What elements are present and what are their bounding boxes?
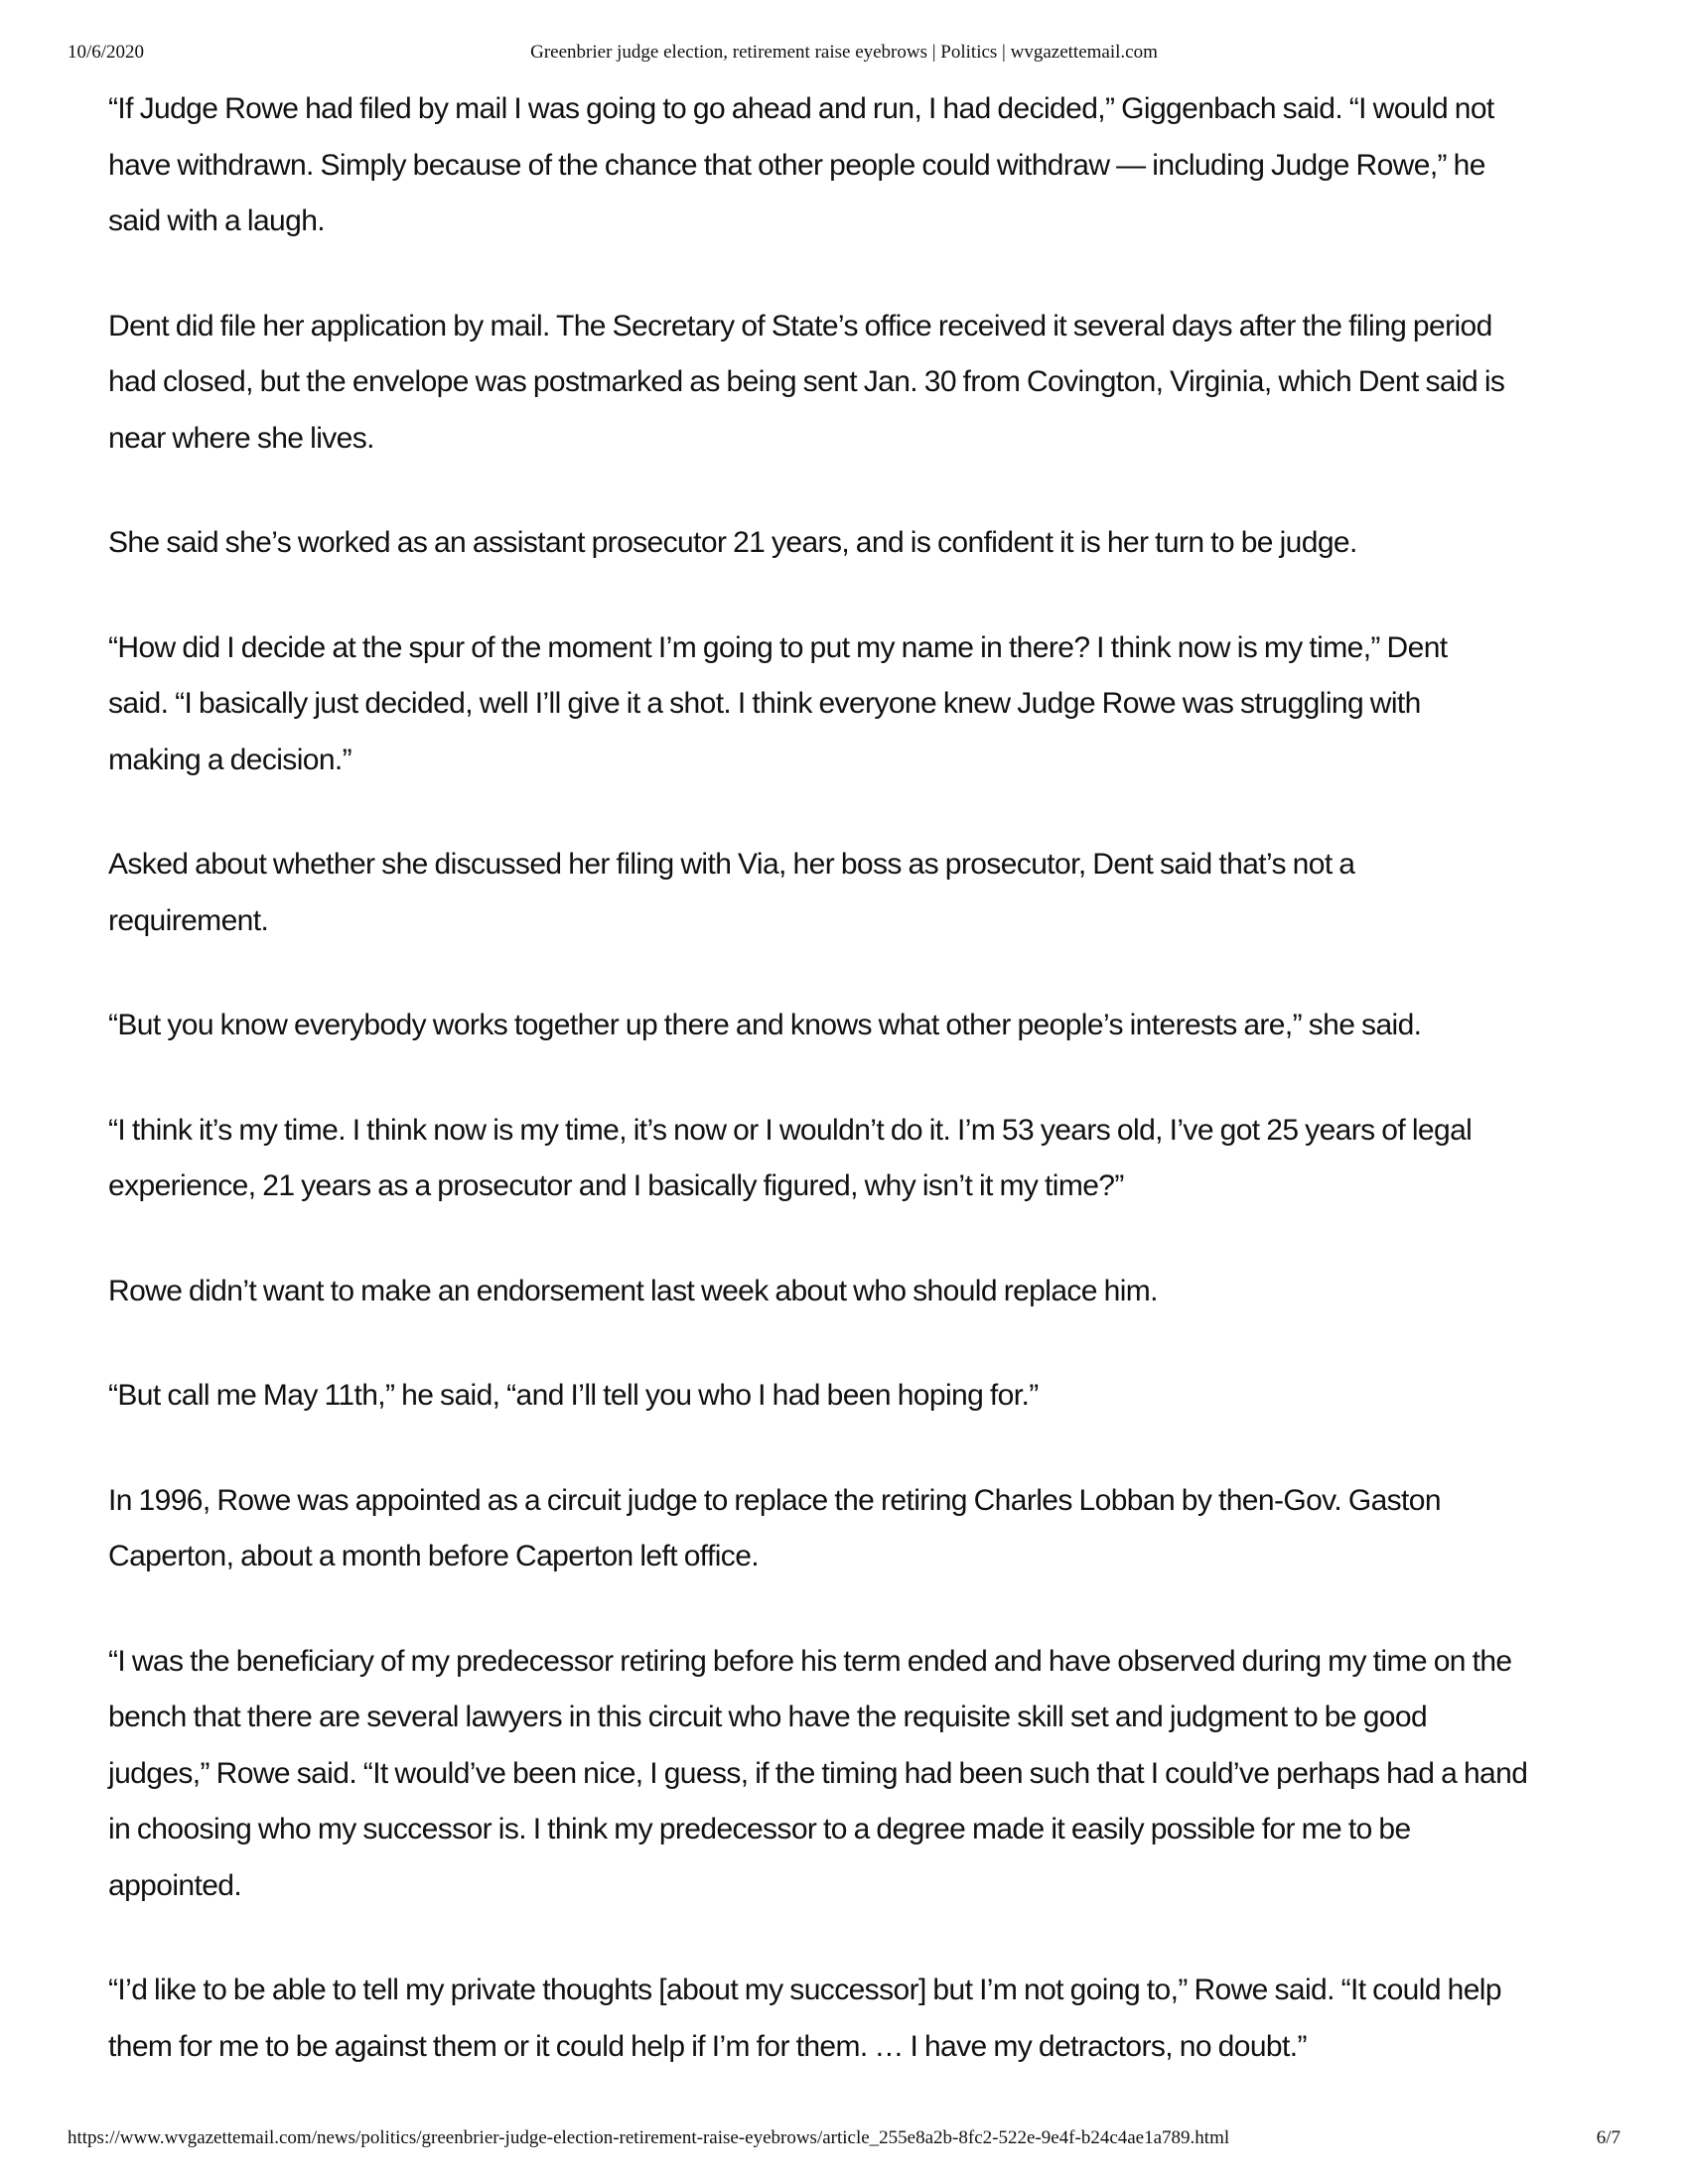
paragraph xyxy=(108,837,1598,949)
text-line: experience, 21 years as a prosecutor and I basically figured, why isn’t it my time?” xyxy=(108,1169,1124,1202)
text-line: said. “I basically just decided, well I’ll give it a shot. I think everyone knew Judge Rowe was struggling with xyxy=(108,687,1421,720)
paragraph xyxy=(108,1103,1598,1215)
text-line: Dent did file her application by mail. The Secretary of State’s office received it several days after the filing period xyxy=(108,309,1492,342)
text-line: have withdrawn. Simply because of the chance that other people could withdraw — including Judge Rowe,” he xyxy=(108,148,1485,182)
text-line: said with a laugh. xyxy=(108,205,326,237)
text-line: In 1996, Rowe was appointed as a circuit judge to replace the retiring Charles Lobban by then-Gov. Gaston xyxy=(108,1483,1441,1517)
text-line: them for me to be against them or it could help if I’m for them. … I have my detractors, no doubt.” xyxy=(108,2029,1307,2063)
paragraph xyxy=(108,620,1598,789)
text-line: She said she’s worked as an assistant prosecutor 21 years, and is confident it is her turn to be judge. xyxy=(108,526,1357,559)
text-line: Asked about whether she discussed her filing with Via, her boss as prosecutor, Dent said that’s not a xyxy=(108,848,1355,881)
paragraph xyxy=(108,1264,1598,1320)
text-line: “I think it’s my time. I think now is my time, it’s now or I wouldn’t do it. I’m 53 years old, I’ve got 25 years of legal xyxy=(108,1113,1473,1147)
paragraph xyxy=(108,1634,1598,1915)
page-url: https://www.wvgazettemail.com/news/politics/greenbrier-judge-election-retirement-raise-eyebrows/article_255e8a2b-8fc2-522e-9e4f-b24c4ae1a789.html xyxy=(68,2127,1230,2148)
paragraph xyxy=(108,515,1598,572)
text-line: “If Judge Rowe had filed by mail I was going to go ahead and run, I had decided,” Giggenbach said. “I would not xyxy=(108,92,1494,125)
text-line: Caperton, about a month before Caperton left office. xyxy=(108,1540,760,1572)
article-body xyxy=(108,81,1598,2123)
text-line: “I’d like to be able to tell my private thoughts [about my successor] but I’m not going to,” Rowe said. “It could help xyxy=(108,1974,1501,2006)
print-header xyxy=(0,42,1688,68)
paragraph xyxy=(108,1963,1598,2075)
text-line: “But call me May 11th,” he said, “and I’ll tell you who I had been hoping for.” xyxy=(108,1379,1039,1412)
paragraph xyxy=(108,299,1598,468)
text-line: in choosing who my successor is. I think my predecessor to a degree made it easily possible for me to be xyxy=(108,1813,1411,1845)
text-line: had closed, but the envelope was postmarked as being sent Jan. 30 from Covington, Virginia, which Dent said is xyxy=(108,365,1505,398)
print-footer xyxy=(0,2127,1688,2153)
paragraph xyxy=(108,998,1598,1054)
text-line: Rowe didn’t want to make an endorsement last week about who should replace him. xyxy=(108,1274,1158,1307)
paragraph xyxy=(108,81,1598,250)
text-line: making a decision.” xyxy=(108,743,352,776)
text-line: “But you know everybody works together up there and knows what other people’s interests are,” she said. xyxy=(108,1009,1422,1041)
paragraph xyxy=(108,1368,1598,1425)
page-number: 6/7 xyxy=(1596,2127,1620,2148)
print-date: 10/6/2020 xyxy=(68,42,145,63)
paragraph xyxy=(108,1473,1598,1585)
text-line: appointed. xyxy=(108,1868,242,1902)
print-page-title: Greenbrier judge election, retirement raise eyebrows | Politics | wvgazettemail.com xyxy=(530,42,1158,63)
text-line: requirement. xyxy=(108,903,269,937)
text-line: “How did I decide at the spur of the moment I’m going to put my name in there? I think now is my time,” Dent xyxy=(108,630,1448,664)
text-line: bench that there are several lawyers in this circuit who have the requisite skill set and judgment to be good xyxy=(108,1701,1428,1733)
text-line: “I was the beneficiary of my predecessor retiring before his term ended and have observed during my time on the xyxy=(108,1644,1512,1678)
text-line: near where she lives. xyxy=(108,421,374,455)
text-line: judges,” Rowe said. “It would’ve been nice, I guess, if the timing had been such that I could’ve perhaps had a hand xyxy=(108,1756,1528,1790)
